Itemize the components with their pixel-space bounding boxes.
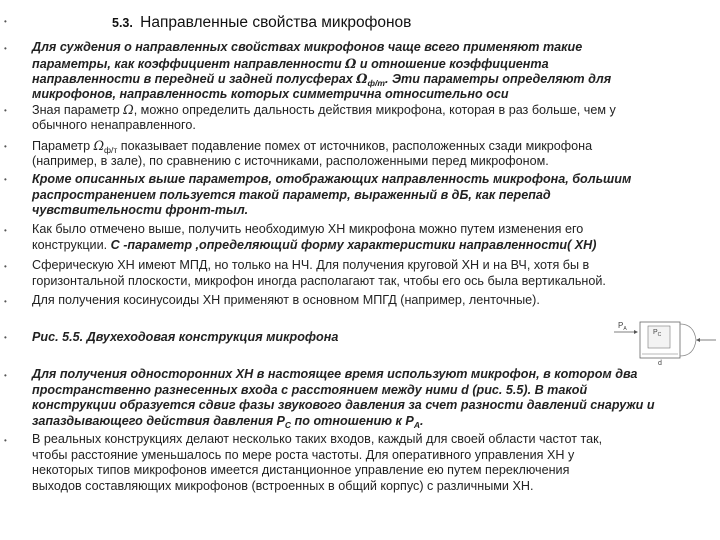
text-line: горизонтальной плоскости, микрофон иногда располагают так, чтобы его ось была вертикальной. — [32, 273, 606, 288]
microphone-diagram — [612, 318, 718, 368]
omega-symbol: Ω — [123, 102, 134, 117]
bullet: • — [4, 371, 7, 380]
text-line: Зная параметр Ω, можно определить дальность действия микрофона, которая в раз больше, чем у — [32, 102, 616, 117]
bullet: • — [4, 226, 7, 235]
bullet: • — [4, 262, 7, 271]
arrow-pc-head — [696, 338, 700, 342]
bullet: • — [4, 297, 7, 306]
paragraph-range — [32, 102, 704, 133]
text-line: некоторых типов микрофонов имеется дистанционное управление ею путем переключения — [32, 463, 570, 477]
bullet: • — [4, 142, 7, 151]
bullet: • — [4, 106, 7, 115]
bullet: • — [4, 17, 7, 26]
paragraph-cosine — [32, 293, 704, 309]
text-line: чтобы расстояние уменьшалось по мере роста частоты. Для оперативного управления ХН у — [32, 447, 575, 462]
paragraph-real-designs — [32, 432, 704, 494]
bullet: • — [4, 333, 7, 342]
omega-symbol: Ω — [345, 55, 357, 71]
bullet: • — [4, 175, 7, 184]
text-line: Для получения односторонних ХН в настоящее время используют микрофон, в котором два — [32, 367, 638, 381]
figure-caption: Рис. 5.5. Двухеходовая конструкция микрофона — [32, 330, 339, 344]
text-line: запаздывающего действия давления $P_C$ по отношению к $P_A$. — [32, 413, 424, 430]
label-d: d — [658, 360, 662, 367]
text-line: Кроме описанных выше параметров, отображающих направленность микрофона, большим — [32, 172, 632, 186]
text-line: микрофонов, направленность которых симметрична относительно оси — [32, 86, 509, 101]
text-line: конструкции образуется сдвиг фазы звукового давления за счет разности давлений снаружи и — [32, 398, 655, 412]
bullet: • — [4, 436, 7, 445]
text-line: параметры, как коэффициент направленности Ω и отношение коэффициента — [32, 55, 549, 71]
paragraph-suppression — [32, 138, 704, 169]
paragraph-directional-params — [32, 40, 704, 102]
text-line: В реальных конструкциях делают несколько таких входов, каждый для своей области частот так, — [32, 432, 603, 446]
text-line: чувствительности фронт-тыл. — [32, 203, 249, 217]
text-line: (например, в зале), по сравнению с источниками, расположенными перед микрофоном. — [32, 153, 549, 168]
section-number: 5.3. — [112, 16, 133, 30]
page-title — [112, 14, 411, 32]
text-line: выходов составляющих микрофонов (встроенных в общий корпус) с различными ХН. — [32, 478, 534, 493]
paragraph-front-back-ratio — [32, 172, 704, 219]
paragraph-unidirectional — [32, 367, 704, 429]
text-line: Для получения косинусоиды ХН применяют в основном МПГД (например, ленточные). — [32, 293, 540, 307]
bullet: • — [4, 44, 7, 53]
label-pc: $P_C$ — [653, 329, 662, 338]
text-line: Параметр $\Omega_{ф/т}$ показывает подавление помех от источников, расположенных сзади микрофона — [32, 138, 593, 155]
text-line: конструкции. С -параметр ,определяющий форму характеристики направленности( ХН) — [32, 237, 597, 252]
paragraph-construction — [32, 222, 704, 253]
section-title: Направленные свойства микрофонов — [140, 14, 412, 31]
text-line: Для суждения о направленных свойствах микрофонов чаще всего применяют такие — [32, 40, 583, 54]
label-pa: $P_A$ — [618, 321, 627, 332]
omega-symbol: Ω — [356, 71, 368, 86]
text-line: направленности в передней и задней полусферах $\Omega_{ф/т}$. Эти параметры определяют для — [32, 71, 612, 88]
text-line: Сферическую ХН имеют МПД, но только на НЧ. Для получения круговой ХН и на ВЧ, хотя бы в — [32, 258, 590, 272]
text-line: распространением пользуется такой параметр, выраженный в дБ, как перепад — [32, 187, 551, 202]
text-line: пространственно разнесенных входа с расстоянием между ними d (рис. 5.5). В такой — [32, 382, 588, 397]
arrow-pa-head — [634, 330, 638, 334]
omega-symbol: Ω — [93, 138, 105, 153]
rear-port — [680, 324, 696, 356]
paragraph-spherical — [32, 258, 704, 289]
text-line: обычного ненаправленного. — [32, 117, 196, 132]
text-line: Как было отмечено выше, получить необходимую ХН микрофона можно путем изменения его — [32, 222, 584, 236]
